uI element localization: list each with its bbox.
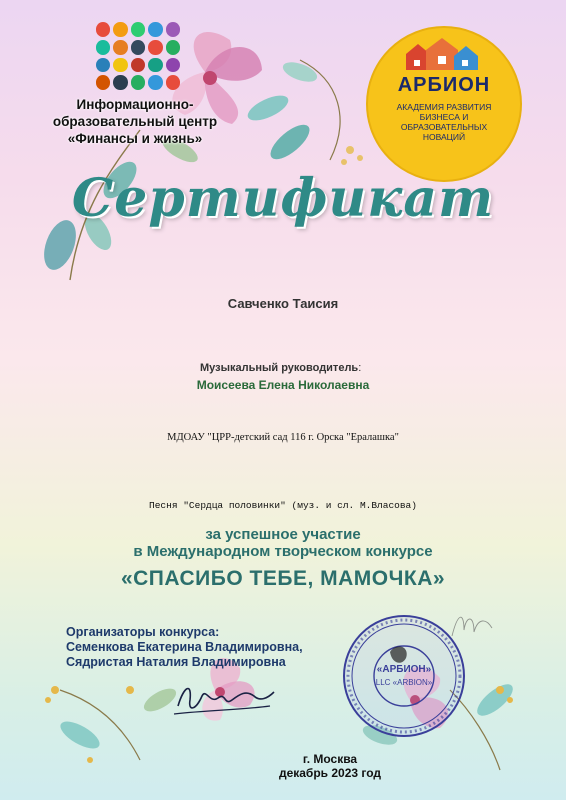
place-and-date: [270, 752, 390, 780]
organizers-heading: Организаторы конкурса:: [66, 625, 220, 639]
role-colon: :: [358, 362, 362, 374]
contest-name: «СПАСИБО ТЕБЕ, МАМОЧКА»: [120, 567, 446, 590]
supervisor-name: Моисеева Елена Николаевна: [196, 378, 370, 392]
recipient-name: Савченко Таисия: [227, 296, 339, 311]
organizer-1: Семенкова Екатерина Владимировна,: [66, 640, 303, 654]
arbion-badge: [366, 26, 522, 182]
small-buds-top: [341, 146, 363, 165]
city: г. Москва: [302, 752, 358, 766]
houses-icon: [402, 36, 486, 72]
success-line-1: за успешное участие: [205, 526, 361, 543]
song-title: Песня "Сердца половинки" (муз. и сл. М.Власова): [149, 500, 417, 511]
issuer-line-2: образовательный центр: [52, 114, 218, 129]
signature: [170, 676, 280, 720]
badge-title: АРБИОН: [397, 74, 491, 96]
issuer-organization: [40, 96, 230, 147]
badge-sub-line-1: АКАДЕМИЯ РАЗВИТИЯ: [396, 102, 492, 112]
badge-sub-line-3: ОБРАЗОВАТЕЛЬНЫХ: [400, 122, 488, 132]
issuer-line-3: «Финансы и жизнь»: [67, 131, 203, 146]
organizers-block: [66, 625, 303, 670]
certificate-title: Сертификат: [71, 168, 495, 229]
success-line-2: в Международном творческом конкурсе: [133, 543, 433, 560]
badge-subtitle: [382, 102, 506, 142]
role-text: Музыкальный руководитель: [200, 362, 359, 374]
issuer-line-1: Информационно-: [76, 97, 194, 112]
badge-sub-line-2: БИЗНЕСА И: [419, 112, 469, 122]
role-label: [200, 362, 361, 374]
finance-center-logo: [96, 22, 180, 90]
badge-sub-line-4: НОВАЦИЙ: [422, 132, 466, 142]
date: декабрь 2023 год: [278, 766, 382, 780]
institution-name: МДОАУ "ЦРР-детский сад 116 г. Орска "Ералашка": [167, 432, 399, 443]
stamp-center-text: «АРБИОН»: [376, 664, 432, 675]
stamp-signature-mark: [448, 606, 498, 642]
stamp-sub-text: LLC «ARBION»: [375, 678, 433, 687]
organizer-2: Сядристая Наталия Владимировна: [66, 655, 286, 669]
